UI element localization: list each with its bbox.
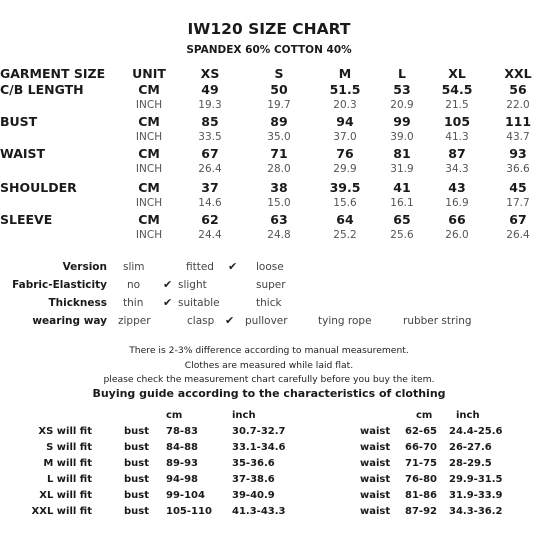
attribute-option: thin: [123, 297, 144, 309]
guide-bust-cm: 84-88: [166, 442, 198, 453]
note-line: please check the measurement chart carefully before you buy the item.: [103, 374, 435, 385]
guide-size-label: L will fit: [46, 474, 92, 485]
guide-waist-inch: 29.9-31.5: [449, 474, 503, 485]
guide-waist-cm: 76-80: [405, 474, 437, 485]
header-size-s: S: [274, 66, 284, 81]
attribute-label: wearing way: [32, 315, 107, 327]
unit-inch: INCH: [135, 99, 163, 111]
cell-cm-m: 39.5: [329, 180, 361, 195]
unit-inch: INCH: [135, 197, 163, 209]
cell-inch-m: 15.6: [333, 197, 357, 209]
attribute-option: super: [256, 279, 286, 291]
guide-bust-label: bust: [124, 458, 150, 469]
guide-bust-cm: 99-104: [166, 490, 205, 501]
guide-bust-inch: 33.1-34.6: [232, 442, 286, 453]
cell-cm-xs: 37: [201, 180, 219, 195]
cell-cm-l: 53: [393, 82, 411, 97]
cell-inch-l: 31.9: [390, 163, 414, 175]
header-size-xs: XS: [200, 66, 220, 81]
guide-waist-label: waist: [360, 490, 391, 501]
cell-inch-m: 29.9: [333, 163, 357, 175]
guide-waist-inch-header: inch: [456, 410, 480, 421]
cell-inch-xxl: 26.4: [506, 229, 530, 241]
cell-cm-l: 41: [393, 180, 411, 195]
header-size-xxl: XXL: [504, 66, 532, 81]
cell-inch-xl: 41.3: [445, 131, 469, 143]
guide-waist-label: waist: [360, 442, 391, 453]
cell-cm-xl: 43: [448, 180, 466, 195]
attribute-option: pullover: [245, 315, 288, 327]
guide-waist-cm: 66-70: [405, 442, 437, 453]
guide-waist-label: waist: [360, 426, 391, 437]
cell-cm-xxl: 93: [509, 146, 527, 161]
attribute-option: tying rope: [318, 315, 372, 327]
attribute-option: thick: [256, 297, 282, 309]
guide-waist-inch: 31.9-33.9: [449, 490, 503, 501]
cell-cm-s: 63: [270, 212, 288, 227]
attribute-option: loose: [256, 261, 284, 273]
guide-size-label: XS will fit: [38, 426, 92, 437]
cell-inch-xs: 26.4: [198, 163, 222, 175]
attribute-option: slight: [178, 279, 207, 291]
cell-cm-xxl: 45: [509, 180, 527, 195]
unit-inch: INCH: [135, 229, 163, 241]
cell-inch-s: 24.8: [267, 229, 291, 241]
cell-cm-xs: 62: [201, 212, 219, 227]
cell-cm-xs: 49: [201, 82, 219, 97]
page-title: IW120 SIZE CHART: [187, 20, 351, 38]
row-label-sleeve: SLEEVE: [0, 212, 53, 227]
guide-bust-inch: 37-38.6: [232, 474, 275, 485]
cell-cm-s: 38: [270, 180, 288, 195]
guide-waist-inch: 26-27.6: [449, 442, 492, 453]
guide-bust-cm: 94-98: [166, 474, 198, 485]
attribute-option: fitted: [186, 261, 214, 273]
unit-cm: CM: [138, 212, 160, 227]
attribute-option: no: [127, 279, 141, 291]
guide-size-label: S will fit: [46, 442, 92, 453]
header-size-xl: XL: [448, 66, 466, 81]
guide-bust-label: bust: [124, 426, 150, 437]
cell-inch-xl: 21.5: [445, 99, 469, 111]
cell-inch-m: 20.3: [333, 99, 357, 111]
guide-bust-inch-header: inch: [232, 410, 256, 421]
guide-waist-inch: 24.4-25.6: [449, 426, 503, 437]
guide-waist-label: waist: [360, 458, 391, 469]
row-label-waist: WAIST: [0, 146, 46, 161]
attribute-option: rubber string: [403, 315, 472, 327]
cell-inch-xl: 26.0: [445, 229, 469, 241]
note-line: Clothes are measured while laid flat.: [184, 360, 354, 371]
cell-cm-l: 65: [393, 212, 411, 227]
cell-inch-s: 28.0: [267, 163, 291, 175]
cell-cm-xs: 67: [201, 146, 219, 161]
header-size-l: L: [398, 66, 406, 81]
guide-waist-label: waist: [360, 506, 391, 517]
guide-size-label: XXL will fit: [31, 506, 92, 517]
cell-inch-xl: 34.3: [445, 163, 469, 175]
guide-bust-inch: 41.3-43.3: [232, 506, 286, 517]
cell-cm-l: 99: [393, 114, 411, 129]
cell-inch-l: 16.1: [390, 197, 414, 209]
cell-inch-s: 15.0: [267, 197, 291, 209]
guide-bust-cm-header: cm: [166, 410, 183, 421]
cell-inch-xxl: 36.6: [506, 163, 530, 175]
unit-cm: CM: [138, 146, 160, 161]
guide-waist-cm: 71-75: [405, 458, 437, 469]
buying-guide-title: Buying guide according to the characteristics of clothing: [92, 387, 446, 400]
guide-waist-cm: 62-65: [405, 426, 437, 437]
cell-inch-xl: 16.9: [445, 197, 469, 209]
fabric-composition: SPANDEX 60% COTTON 40%: [186, 44, 352, 56]
note-line: There is 2-3% difference according to manual measurement.: [129, 345, 409, 356]
header-unit: UNIT: [132, 66, 166, 81]
cell-cm-xs: 85: [201, 114, 219, 129]
cell-inch-l: 20.9: [390, 99, 414, 111]
guide-waist-cm-header: cm: [416, 410, 433, 421]
guide-bust-label: bust: [124, 442, 150, 453]
attribute-option: clasp: [187, 315, 215, 327]
unit-inch: INCH: [135, 131, 163, 143]
guide-waist-label: waist: [360, 474, 391, 485]
unit-cm: CM: [138, 82, 160, 97]
row-label-bust: BUST: [0, 114, 38, 129]
guide-bust-cm: 78-83: [166, 426, 198, 437]
cell-cm-xl: 66: [448, 212, 466, 227]
cell-inch-xs: 14.6: [198, 197, 222, 209]
cell-inch-xxl: 17.7: [506, 197, 530, 209]
cell-cm-m: 76: [336, 146, 354, 161]
cell-cm-m: 51.5: [329, 82, 361, 97]
attribute-option: zipper: [118, 315, 151, 327]
cell-inch-m: 25.2: [333, 229, 357, 241]
cell-cm-s: 89: [270, 114, 288, 129]
cell-inch-m: 37.0: [333, 131, 357, 143]
cell-inch-xs: 24.4: [198, 229, 222, 241]
check-icon: ✔: [228, 260, 238, 273]
cell-cm-s: 71: [270, 146, 288, 161]
guide-bust-cm: 105-110: [166, 506, 212, 517]
cell-cm-s: 50: [270, 82, 288, 97]
guide-bust-inch: 35-36.6: [232, 458, 275, 469]
guide-waist-cm: 87-92: [405, 506, 437, 517]
attribute-label: Version: [62, 261, 107, 273]
cell-cm-xl: 87: [448, 146, 466, 161]
cell-cm-m: 94: [336, 114, 354, 129]
guide-size-label: M will fit: [43, 458, 92, 469]
guide-waist-cm: 81-86: [405, 490, 437, 501]
header-size-m: M: [338, 66, 352, 81]
cell-inch-xs: 19.3: [198, 99, 222, 111]
header-garment-size: GARMENT SIZE: [0, 66, 106, 81]
guide-bust-inch: 30.7-32.7: [232, 426, 286, 437]
cell-inch-xs: 33.5: [198, 131, 222, 143]
cell-cm-xxl: 67: [509, 212, 527, 227]
cell-cm-l: 81: [393, 146, 411, 161]
guide-bust-label: bust: [124, 506, 150, 517]
guide-size-label: XL will fit: [39, 490, 92, 501]
row-label-shoulder: SHOULDER: [0, 180, 77, 195]
unit-cm: CM: [138, 114, 160, 129]
guide-bust-label: bust: [124, 490, 150, 501]
cell-inch-xxl: 22.0: [506, 99, 530, 111]
cell-inch-l: 25.6: [390, 229, 414, 241]
attribute-label: Thickness: [48, 297, 107, 309]
row-label-cb-length: C/B LENGTH: [0, 82, 84, 97]
cell-cm-m: 64: [336, 212, 354, 227]
guide-waist-inch: 28-29.5: [449, 458, 492, 469]
guide-waist-inch: 34.3-36.2: [449, 506, 503, 517]
attribute-option: slim: [123, 261, 145, 273]
cell-cm-xl: 105: [443, 114, 471, 129]
check-icon: ✔: [163, 278, 173, 291]
guide-bust-inch: 39-40.9: [232, 490, 275, 501]
unit-inch: INCH: [135, 163, 163, 175]
cell-cm-xxl: 111: [504, 114, 532, 129]
cell-inch-s: 35.0: [267, 131, 291, 143]
cell-cm-xl: 54.5: [441, 82, 473, 97]
cell-cm-xxl: 56: [509, 82, 527, 97]
unit-cm: CM: [138, 180, 160, 195]
attribute-option: suitable: [178, 297, 220, 309]
guide-bust-cm: 89-93: [166, 458, 198, 469]
attribute-label: Fabric-Elasticity: [12, 279, 107, 291]
cell-inch-l: 39.0: [390, 131, 414, 143]
cell-inch-xxl: 43.7: [506, 131, 530, 143]
cell-inch-s: 19.7: [267, 99, 291, 111]
check-icon: ✔: [225, 314, 235, 327]
guide-bust-label: bust: [124, 474, 150, 485]
check-icon: ✔: [163, 296, 173, 309]
